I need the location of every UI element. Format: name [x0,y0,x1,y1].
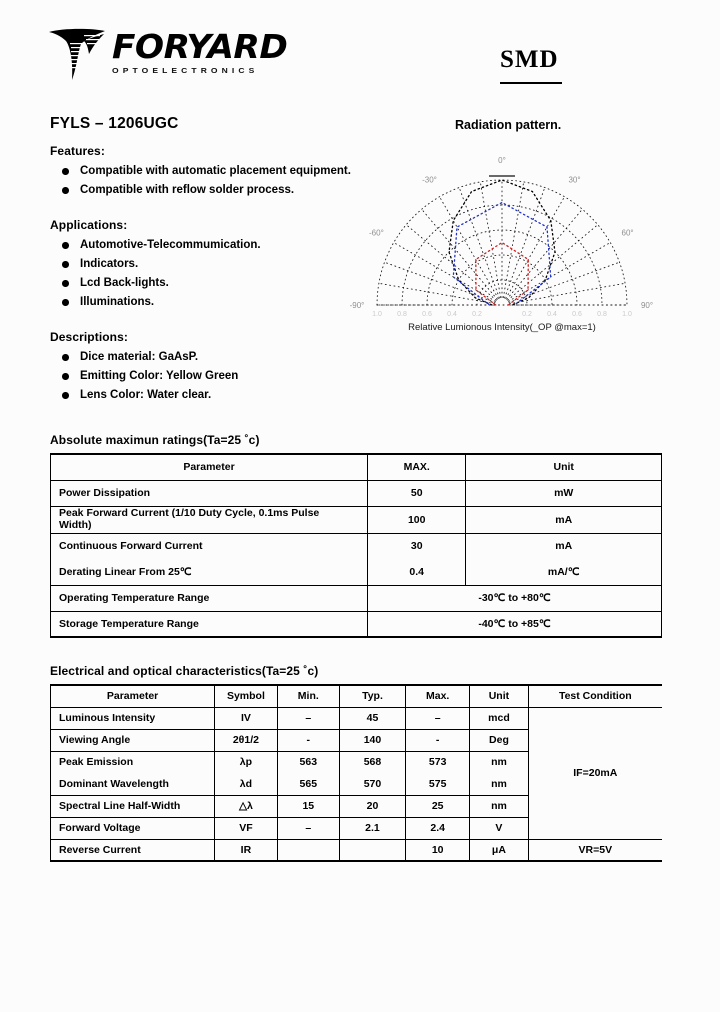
list-item-label: Dice material: GaAsP. [80,351,199,363]
list-item-label: Compatible with reflow solder process. [80,184,295,196]
cell-unit: V [470,817,528,839]
cell-max: 575 [406,773,470,795]
column-header-unit: Unit [470,685,528,707]
list-item [50,348,370,367]
abs-max-table-title: Absolute maximun ratings(Ta=25 ˚c) [50,433,260,447]
list-item-label: Automotive-Telecommumication. [80,239,261,251]
angle-tick-label: -60° [369,228,384,238]
cell-symbol: △λ [215,795,278,817]
cell-typ [339,839,405,861]
list-item-label: Lcd Back-lights. [80,277,169,289]
table-header-row [51,454,662,480]
bullet-icon [62,242,69,249]
cell-parameter: Reverse Current [51,839,215,861]
radial-tick-label: 0.8 [397,311,407,318]
cell-unit: nm [470,773,528,795]
list-item [50,236,370,255]
cell-symbol: IR [215,839,278,861]
angle-tick-label: 0° [498,156,506,165]
cell-parameter: Continuous Forward Current [51,533,368,559]
column-header-max: MAX. [368,454,466,480]
table-row [51,533,662,559]
cell-unit: mcd [470,707,528,729]
cell-parameter: Operating Temperature Range [51,585,368,611]
table-row [51,585,662,611]
radial-tick-label: 1.0 [622,311,632,318]
radial-tick-label: 0.4 [447,311,457,318]
column-header-symbol: Symbol [215,685,278,707]
logo-word: FORYARD [112,27,288,66]
cell-parameter: Storage Temperature Range [51,611,368,637]
cell-parameter: Power Dissipation [51,480,368,506]
cell-parameter-line2-clipped: Width) [59,518,92,531]
cell-value-span: -40℃ to +85℃ [368,611,662,637]
bullet-icon [62,299,69,306]
cell-unit: Deg [470,729,528,751]
company-logo [48,26,288,82]
list-item [50,162,370,181]
electrical-characteristics-table [50,684,662,862]
applications-heading: Applications: [50,218,128,232]
abs-max-ratings-table [50,453,662,638]
list-item-label: Compatible with automatic placement equipment. [80,165,351,177]
radial-tick-label: 0.6 [422,311,432,318]
cell-max: 30 [368,533,466,559]
cell-parameter-line1: Peak Forward Current (1/10 Duty Cycle, 0.1ms Pulse [59,506,320,519]
bullet-icon [62,168,69,175]
table-row [51,506,662,533]
table-row [51,559,662,585]
cell-min: 565 [277,773,339,795]
cell-unit: mW [466,480,662,506]
cell-parameter: Derating Linear From 25℃ [51,559,368,585]
table-row [51,707,663,729]
cell-max: 2.4 [406,817,470,839]
cell-min: – [277,707,339,729]
chart-caption: Relative Lumionous Intensity(_OP @max=1) [408,322,596,333]
descriptions-heading: Descriptions: [50,330,128,344]
radial-tick-label: 1.0 [372,311,382,318]
list-item [50,386,370,405]
column-header-test-condition: Test Condition [528,685,662,707]
bullet-icon [62,261,69,268]
cell-parameter: Viewing Angle [51,729,215,751]
logo-subtitle: OPTOELECTRONICS [112,66,259,75]
cell-max: – [406,707,470,729]
column-header-max: Max. [406,685,470,707]
cell-test-condition: IF=20mA [528,707,662,839]
angle-tick-label: 60° [621,228,634,238]
package-badge-underline [500,82,562,84]
chart-title: Radiation pattern. [455,118,562,132]
foryard-logo-icon [48,26,106,82]
cell-max: 50 [368,480,466,506]
page-header [48,26,672,96]
cell-min: – [277,817,339,839]
cell-typ: 570 [339,773,405,795]
list-item-label: Indicators. [80,258,139,270]
list-item [50,255,370,274]
cell-test-condition: VR=5V [528,839,662,861]
bullet-icon [62,392,69,399]
radial-tick-label: 0.2 [522,311,532,318]
table-row [51,480,662,506]
list-item-label: Illuminations. [80,296,155,308]
bullet-icon [62,354,69,361]
cell-symbol: IV [215,707,278,729]
column-header-unit: Unit [466,454,662,480]
electrical-table-title: Electrical and optical characteristics(Ta=25 ˚c) [50,664,319,678]
list-item [50,181,370,200]
cell-max: 100 [368,506,466,533]
cell-parameter: Dominant Wavelength [51,773,215,795]
bullet-icon [62,280,69,287]
cell-min [277,839,339,861]
cell-unit: nm [470,751,528,773]
table-row [51,611,662,637]
cell-max: 0.4 [368,559,466,585]
column-header-typ: Typ. [339,685,405,707]
cell-unit: mA/℃ [466,559,662,585]
bullet-icon [62,373,69,380]
descriptions-list [50,348,370,405]
cell-symbol: λd [215,773,278,795]
radial-tick-label: 0.6 [572,311,582,318]
list-item-label: Lens Color: Water clear. [80,389,212,401]
package-badge: SMD [500,46,559,73]
angle-tick-label: -90° [349,301,365,310]
cell-parameter: Forward Voltage [51,817,215,839]
spec-text-column [50,144,370,405]
column-header-min: Min. [277,685,339,707]
cell-parameter: Spectral Line Half-Width [51,795,215,817]
radial-tick-label: 0.4 [547,311,557,318]
page-title: FYLS – 1206UGC [50,115,179,132]
cell-min: - [277,729,339,751]
cell-max: 573 [406,751,470,773]
cell-typ: 2.1 [339,817,405,839]
column-header-parameter: Parameter [51,454,368,480]
cell-unit: mA [466,506,662,533]
angle-tick-label: 30° [568,175,581,185]
table-row [51,839,663,861]
angle-tick-label: 90° [640,301,654,310]
cell-typ: 20 [339,795,405,817]
applications-list [50,236,370,312]
cell-min: 563 [277,751,339,773]
cell-parameter: Peak Emission [51,751,215,773]
polar-plot-svg [332,150,672,320]
cell-parameter [51,506,368,533]
cell-symbol: 2θ1/2 [215,729,278,751]
cell-typ: 568 [339,751,405,773]
cell-typ: 140 [339,729,405,751]
cell-typ: 45 [339,707,405,729]
logo-wordmark [112,27,288,76]
list-item [50,367,370,386]
radiation-pattern-chart [332,150,672,340]
list-item [50,293,370,312]
radial-tick-label: 0.8 [597,311,607,318]
cell-max: - [406,729,470,751]
column-header-parameter: Parameter [51,685,215,707]
list-item-label: Emitting Color: Yellow Green [80,370,239,382]
radial-tick-label: 0.2 [472,311,482,318]
cell-unit: mA [466,533,662,559]
cell-max: 25 [406,795,470,817]
cell-unit: nm [470,795,528,817]
table-header-row [51,685,663,707]
cell-unit: μA [470,839,528,861]
cell-parameter: Luminous Intensity [51,707,215,729]
features-heading: Features: [50,144,105,158]
bullet-icon [62,187,69,194]
cell-symbol: VF [215,817,278,839]
cell-value-span: -30℃ to +80℃ [368,585,662,611]
angle-tick-label: -30° [422,175,437,185]
features-list [50,162,370,200]
list-item [50,274,370,293]
cell-symbol: λp [215,751,278,773]
cell-min: 15 [277,795,339,817]
cell-max: 10 [406,839,470,861]
